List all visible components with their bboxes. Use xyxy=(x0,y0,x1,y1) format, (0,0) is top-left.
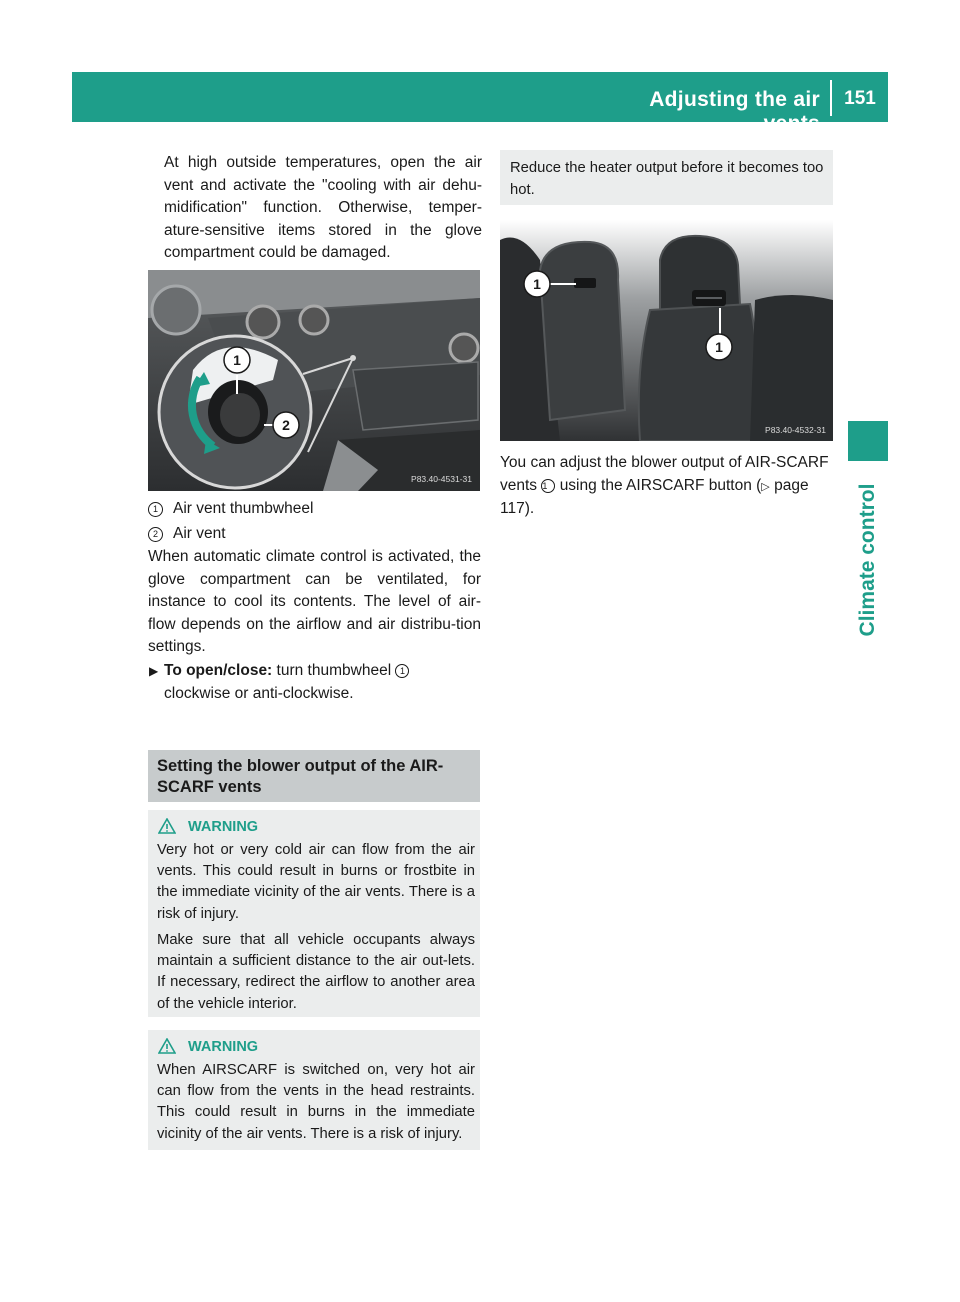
step-label: To open/close: xyxy=(164,662,273,679)
side-tab-label: Climate control xyxy=(856,483,879,637)
legend-label: Air vent thumbwheel xyxy=(173,500,314,517)
note-text: Reduce the heater output before it becomes too hot. xyxy=(510,160,824,198)
step-number: 1 xyxy=(395,664,409,678)
airscarf-text-part-1: You can adjust the blower output of AIR-SCARF vents xyxy=(500,454,829,494)
figure-right-code: P83.40-4532-31 xyxy=(765,425,826,435)
legend-label: Air vent xyxy=(173,525,226,542)
warning-title: WARNING xyxy=(188,819,259,835)
glove-compartment-figure xyxy=(148,270,480,491)
figure-right-callout-1b: 1 xyxy=(715,339,723,355)
warning-text: Very hot or very cold air can flow from the air vents. This could result in burns or frostbite in the immediate vicinity of the air vents. There is a risk of injury. xyxy=(157,842,475,922)
figure-left-callout-2: 2 xyxy=(282,417,290,433)
legend-item xyxy=(148,525,226,543)
warning-box-1 xyxy=(148,810,480,1017)
legend-item xyxy=(148,500,313,518)
instruction-step xyxy=(149,660,482,705)
page-number: 151 xyxy=(844,88,876,109)
legend-number: 2 xyxy=(148,527,163,542)
note-box xyxy=(500,150,833,205)
step-text-after: clockwise or anti-clockwise. xyxy=(164,684,354,702)
warning-text: When AIRSCARF is switched on, very hot air can flow from the vents in the head restraints. This could result in burns in the immediate vicinity of the air vents. There is a risk of injury. xyxy=(157,1062,475,1142)
airscarf-number: 1 xyxy=(541,479,555,493)
intro-text: At high outside temperatures, open the air vent and activate the "cooling with air dehu-midification" function. Otherwise, temper-ature-sensitive items stored in the glove compartment could be damaged. xyxy=(164,154,482,262)
header-divider xyxy=(830,80,832,116)
airscarf-text xyxy=(500,452,833,521)
airscarf-text-part-2: using the AIRSCARF button ( xyxy=(559,476,762,494)
auto-climate-text: When automatic climate control is activated, the glove compartment can be ventilated, for instance to cool its contents. The level of air-flow depends on the airflow and air distribu-tion settings. xyxy=(148,548,481,656)
warning-title: WARNING xyxy=(188,1039,259,1055)
figure-left-callout-1: 1 xyxy=(233,352,241,368)
section-heading xyxy=(148,750,480,802)
warning-text: Make sure that all vehicle occupants always maintain a sufficient distance to the air out-lets. If necessary, redirect the airflow to another area of the vehicle interior. xyxy=(157,932,475,1012)
step-arrow-icon: ▶ xyxy=(149,664,159,678)
warning-box-2 xyxy=(148,1030,480,1150)
step-text-before: turn thumbwheel xyxy=(276,662,392,679)
legend-number: 1 xyxy=(148,502,163,517)
figure-right-callout-1a: 1 xyxy=(533,276,541,292)
airscarf-figure xyxy=(500,220,833,441)
section-heading-text: Setting the blower output of the AIR-SCARF vents xyxy=(157,757,444,796)
figure-left-code: P83.40-4531-31 xyxy=(411,474,472,484)
page-reference-link[interactable]: page 117). xyxy=(500,476,809,518)
page-title: Adjusting the air vents xyxy=(649,88,820,135)
page-ref-arrow-icon: ▷ xyxy=(761,480,770,493)
